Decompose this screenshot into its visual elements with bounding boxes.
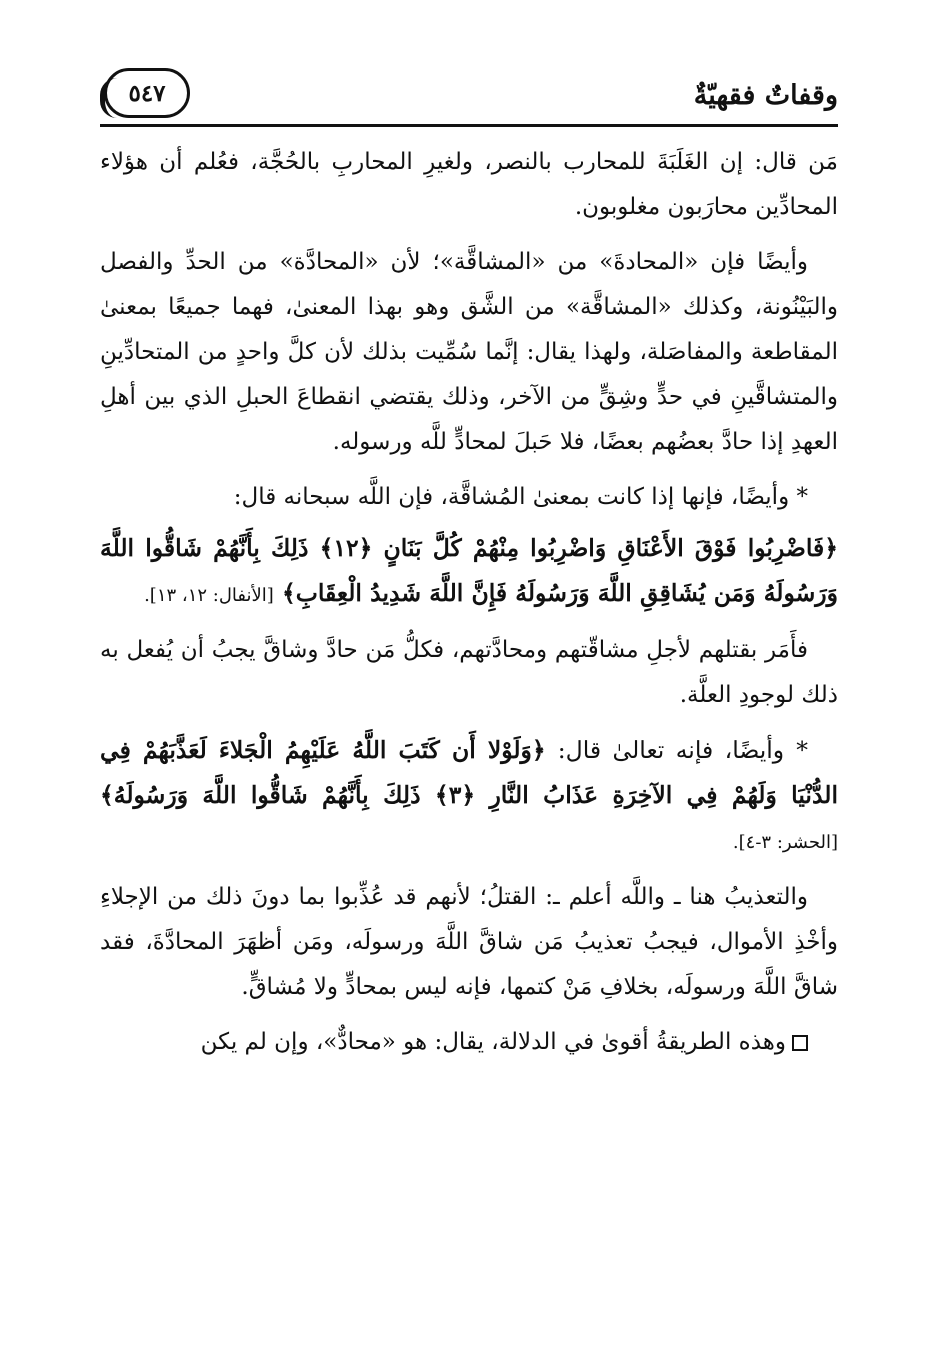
quran-verse-1-text: ﴿فَاضْرِبُوا فَوْقَ الأَعْنَاقِ وَاضْرِبُوا مِنْهُمْ كُلَّ بَنَانٍ ﴿١٢﴾ ذَلِكَ بِأَنَّهُمْ شَاقُّوا اللَّهَ وَرَسُولَهُ وَمَن يُشَاقِقِ اللَّهَ وَرَسُولَهُ فَإِنَّ اللَّهَ شَدِيدُ الْعِقَابِ﴾	[100, 534, 838, 607]
paragraph-7	[100, 1020, 838, 1065]
paragraph-2-text: وأيضًا فإن «المحادةَ» من «المشاقَّة»؛ لأن «المحادَّة» من الحدِّ والفصل والبَيْنُونة، وكذلك «المشاقَّة» من الشَّق وهو بهذا المعنىٰ، فهما جميعًا بمعنىٰ المقاطعة والمفاصَلة، ولهذا يقال: إنَّما سُمِّيت بذلك لأن كلَّ واحدٍ من المتحادِّينِ والمتشاقَّينِ في حدٍّ وشِقٍّ من الآخر، وذلك يقتضي انقطاعَ الحبلِ الذي بين أهلِ العهدِ إذا حادَّ بعضُهم بعضًا، فلا حَبلَ لمحادٍّ للَّه ورسوله.	[100, 249, 838, 455]
paragraph-6	[100, 875, 838, 1010]
paragraph-7-text: وهذه الطريقةُ أقوىٰ في الدلالة، يقال: هو «محادٌّ»، وإن لم يكن	[200, 1029, 786, 1055]
quran-verse-2-text: ﴿وَلَوْلا أَن كَتَبَ اللَّهُ عَلَيْهِمُ الْجَلاءَ لَعَذَّبَهُمْ فِي الدُّنْيَا وَلَهُمْ فِي الآخِرَةِ عَذَابُ النَّارِ ﴿٣﴾ ذَلِكَ بِأَنَّهُمْ شَاقُّوا اللَّهَ وَرَسُولَهُ﴾	[100, 736, 838, 809]
paragraph-4	[100, 628, 838, 718]
paragraph-3	[100, 475, 838, 520]
running-title: وقفاتٌ فقهيّةٌ	[693, 80, 838, 111]
quran-verse-1	[100, 526, 838, 618]
badge-ornament	[100, 78, 117, 118]
verse-reference-2: [الحشر: ٣-٤].	[732, 832, 838, 853]
star-marker: *	[796, 484, 808, 510]
page-body	[100, 140, 838, 1075]
paragraph-4-text: فأَمَر بقتلهم لأجلِ مشاقّتهم ومحادَّتهم، فكلُّ مَن حادَّ وشاقَّ يجبُ أن يُفعل به ذلك لوجودِ العلَّة.	[100, 637, 838, 708]
paragraph-5-text: وأيضًا، فإنه تعالىٰ قال:	[557, 736, 785, 764]
header-rule	[100, 124, 838, 127]
paragraph-2	[100, 240, 838, 465]
page-header	[100, 66, 838, 128]
quran-verse-2	[100, 728, 838, 865]
paragraph-1	[100, 140, 838, 230]
verse-reference-1: [الأنفال: ١٢، ١٣].	[144, 585, 274, 606]
square-marker-icon	[792, 1035, 808, 1051]
page-number: ٥٤٧	[128, 79, 166, 107]
paragraph-3-text: وأيضًا، فإنها إذا كانت بمعنىٰ المُشاقَّة، فإن اللَّه سبحانه قال:	[233, 484, 790, 510]
paragraph-1-text: مَن قال: إن الغَلَبَةَ للمحارب بالنصر، ولغيرِ المحاربِ بالحُجَّة، فعُلم أن هؤلاء المحادِّين محارَبون مغلوبون.	[100, 149, 838, 220]
paragraph-6-text: والتعذيبُ هنا ـ واللَّه أعلم ـ: القتلُ؛ لأنهم قد عُذِّبوا بما دونَ ذلك من الإجلاءِ وأخْذِ الأموال، فيجبُ تعذيبُ مَن شاقَّ اللَّهَ ورسولَه، ومَن أظهَرَ المحادَّةَ، فقد شاقَّ اللَّهَ ورسولَه، بخلافِ مَنْ كتمها، فإنه ليس بمحادٍّ ولا مُشاقٍّ.	[100, 884, 838, 1000]
star-marker-2: *	[796, 736, 809, 764]
